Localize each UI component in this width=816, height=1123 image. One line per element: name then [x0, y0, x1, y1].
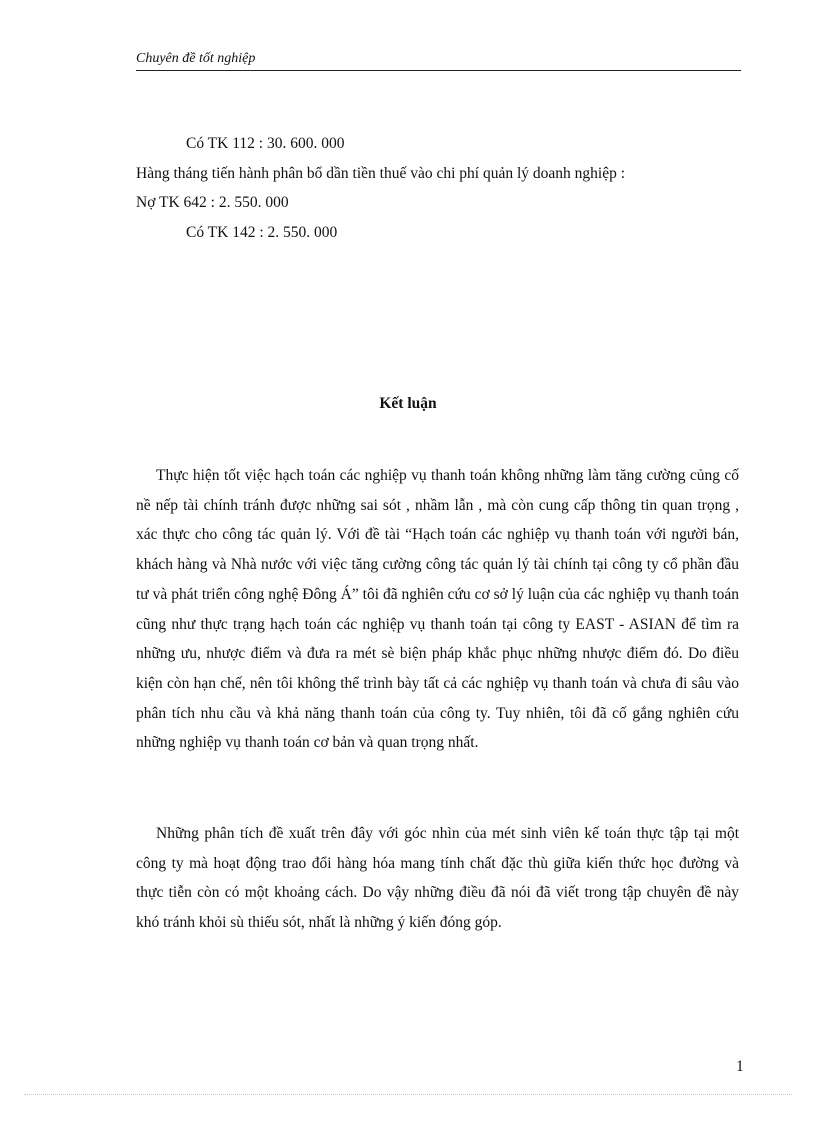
page-number: 1: [736, 1058, 744, 1075]
entry-credit-112: Có TK 112 : 30. 600. 000: [186, 135, 345, 152]
conclusion-paragraph-2: Những phân tích đề xuất trên đây với góc nhìn của mét sinh viên kế toán thực tập tại một công ty mà hoạt động trao đổi hàng hóa mang tính chất đặc thù giữa kiến thức học đường và thực tiễn còn có một khoảng cách. Do vậy những điều đã nói đã viết trong tập chuyên đề này khó tránh khỏi sù thiếu sót, nhất là những ý kiến đóng góp.: [136, 825, 739, 932]
conclusion-paragraph-1: Thực hiện tốt việc hạch toán các nghiệp vụ thanh toán không những làm tăng cường củng cố nề nếp tài chính tránh được những sai sót , nhầm lẫn , mà còn cung cấp thông tin quan trọng , xác thực cho công tác quản lý. Với đề tài “Hạch toán các nghiệp vụ thanh toán với người bán, khách hàng và Nhà nước với việc tăng cường công tác quản lý tài chính tại công ty cổ phần đầu tư và phát triển công nghệ Đông Á” tôi đã nghiên cứu cơ sở lý luận của các nghiệp vụ thanh toán cũng như thực trạng hạch toán các nghiệp vụ thanh toán tại công ty EAST - ASIAN để tìm ra những ưu, nhược điểm và đưa ra mét sè biện pháp khắc phục những nhược điểm đó. Do điều kiện còn hạn chế, nên tôi không thể trình bày tất cả các nghiệp vụ thanh toán và chưa đi sâu vào phân tích nhu cầu và khả năng thanh toán của công ty. Tuy nhiên, tôi đã cố gắng nghiên cứu những nghiệp vụ thanh toán cơ bản và quan trọng nhất.: [136, 467, 739, 752]
footer-divider: [24, 1094, 792, 1095]
entry-monthly-allocation: Hàng tháng tiến hành phân bổ dần tiền thuế vào chi phí quản lý doanh nghiệp :: [136, 165, 625, 182]
header-title: Chuyên đề tốt nghiệp: [136, 51, 256, 66]
conclusion-heading: Kết luận: [379, 395, 437, 412]
entry-credit-142: Có TK 142 : 2. 550. 000: [186, 224, 338, 241]
entry-debit-642: Nợ TK 642 : 2. 550. 000: [136, 194, 289, 211]
page-header: [136, 50, 741, 71]
